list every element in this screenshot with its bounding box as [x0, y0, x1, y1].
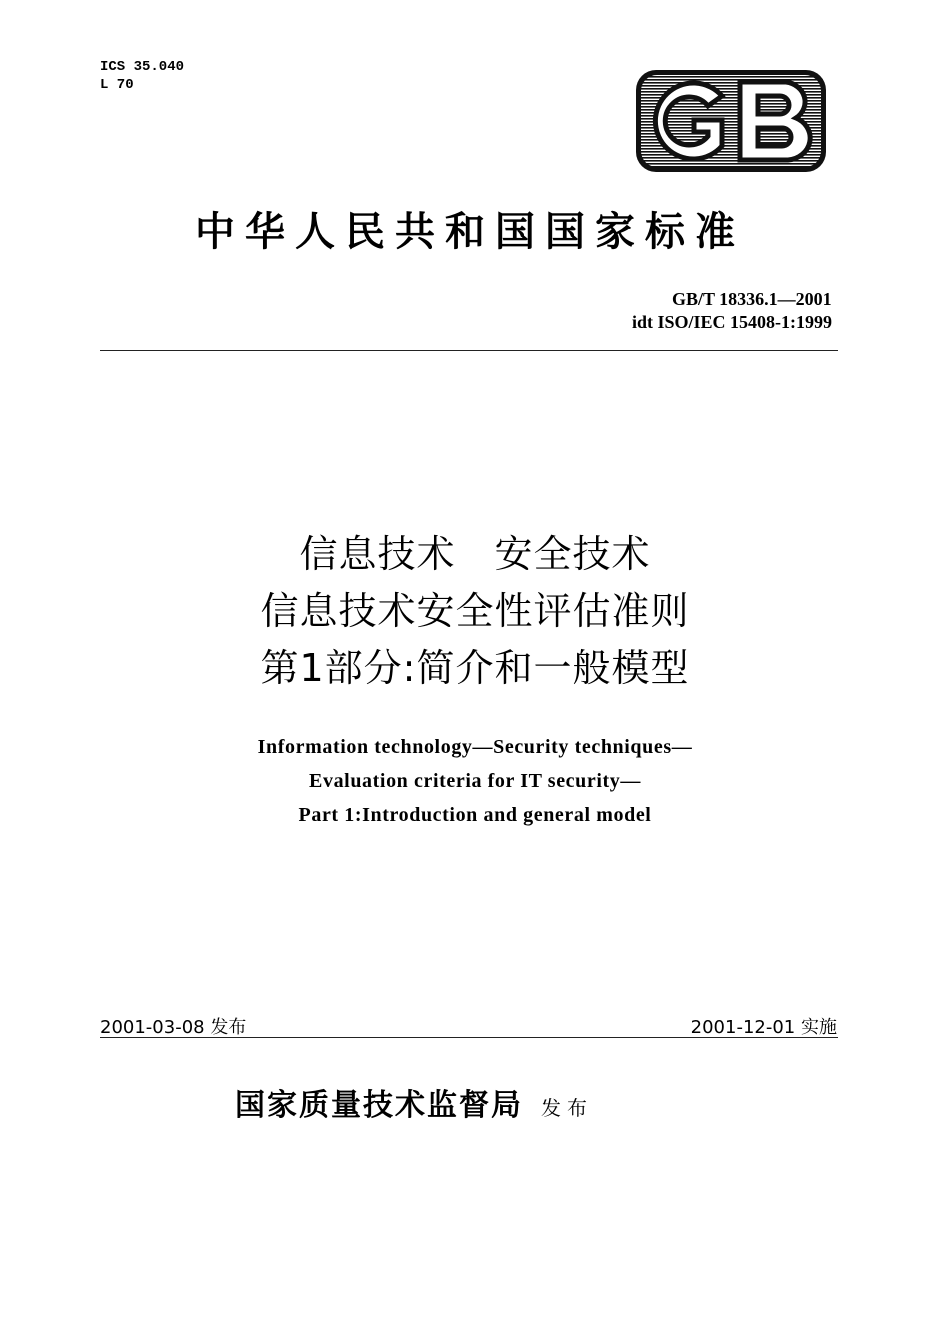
- standard-number-block: [632, 288, 832, 334]
- document-title-cn: [60, 526, 890, 697]
- title-cn-line-1: 信息技术 安全技术: [299, 532, 651, 576]
- implementation-date: 2001-12-01 实施: [690, 1017, 837, 1038]
- ccs-code: L 70: [100, 77, 134, 93]
- classification-codes: [100, 58, 184, 94]
- publisher-org: 国家质量技术监督局: [235, 1088, 523, 1123]
- publisher-action: 发布: [541, 1096, 593, 1120]
- title-en-line-2: Evaluation criteria for IT security—: [309, 770, 641, 792]
- title-en-line-3: Part 1:Introduction and general model: [298, 804, 652, 826]
- ics-code: ICS 35.040: [100, 59, 185, 75]
- standard-identity: idt ISO/IEC 15408-1:1999: [631, 312, 832, 332]
- national-standard-title: 中华人民共和国国家标准: [195, 209, 745, 255]
- title-en-line-1: Information technology—Security techniques—: [257, 736, 693, 758]
- title-cn-line-3: 第1部分:简介和一般模型: [260, 646, 690, 690]
- gb-logo: [636, 70, 826, 172]
- title-cn-line-2: 信息技术安全性评估准则: [260, 589, 690, 633]
- footer-divider: [100, 1037, 838, 1038]
- document-title-en: [60, 730, 890, 832]
- gb-logo-graphic: [636, 70, 826, 172]
- header-divider: [100, 350, 838, 351]
- publisher: [235, 1080, 593, 1124]
- standard-number: GB/T 18336.1—2001: [671, 289, 832, 309]
- release-date: 2001-03-08 发布: [100, 1017, 247, 1038]
